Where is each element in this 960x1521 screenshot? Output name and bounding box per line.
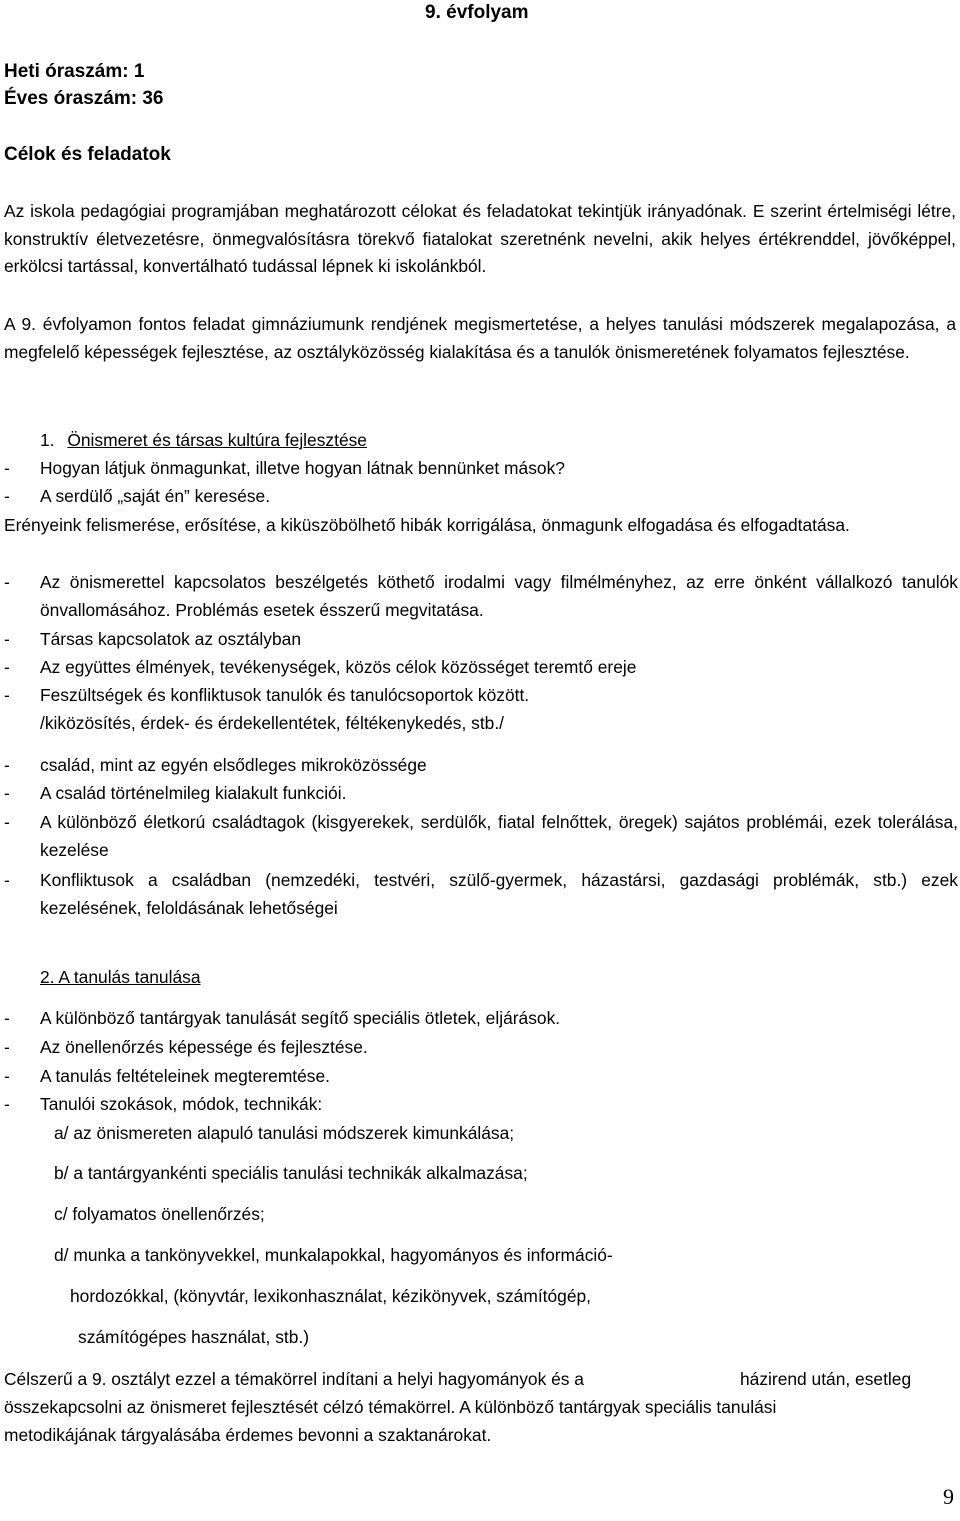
sub-item-c: c/ folyamatos önellenőrzés;	[54, 1204, 265, 1224]
list-item: A tanulás feltételeinek megteremtése.	[40, 1066, 331, 1086]
sub-item-d-line1: d/ munka a tankönyvekkel, munkalapokkal, hagyományos és információ-	[54, 1245, 613, 1265]
bullet-dash: -	[4, 572, 10, 592]
sub-item-a: a/ az önismereten alapuló tanulási módszerek kimunkálása;	[54, 1123, 515, 1143]
bullet-dash: -	[4, 458, 10, 478]
sub-item-d-line2: hordozókkal, (könyvtár, lexikonhasználat, kézikönyvek, számítógép,	[70, 1286, 592, 1306]
bullet-dash: -	[4, 812, 10, 832]
bullet-dash: -	[4, 657, 10, 677]
list-item: Az együttes élmények, tevékenységek, közös célok közösséget teremtő ereje	[40, 657, 637, 677]
closing-line-1a: Célszerű a 9. osztályt ezzel a témakörrel indítani a helyi hagyományok és a	[4, 1369, 584, 1389]
bullet-dash: -	[4, 755, 10, 775]
bullet-dash: -	[4, 870, 10, 890]
intro-paragraph-2: A 9. évfolyamon fontos feladat gimnáziumunk rendjének megismertetése, a helyes tanulási módszerek megalapozása, a megfelelő képességek fejlesztése, az osztályközösség kialakítása és a tanulók önismeretének folyamatos fejlesztése.	[4, 314, 956, 362]
list-item: Tanulói szokások, módok, technikák:	[40, 1094, 323, 1114]
bullet-dash: -	[4, 1008, 10, 1028]
list-item: Társas kapcsolatok az osztályban	[40, 629, 301, 649]
sub-item-b: b/ a tantárgyankénti speciális tanulási technikák alkalmazása;	[54, 1163, 528, 1183]
list-item: A serdülő „saját én” keresése.	[40, 486, 271, 506]
bullet-dash: -	[4, 486, 10, 506]
page-number: 9	[943, 1484, 954, 1509]
goals-heading: Célok és feladatok	[4, 144, 171, 165]
weekly-hours: Heti óraszám: 1	[4, 61, 145, 82]
bullet-dash: -	[4, 629, 10, 649]
section1-title: Önismeret és társas kultúra fejlesztése	[67, 430, 367, 450]
yearly-hours: Éves óraszám: 36	[4, 88, 164, 109]
list-item: Konfliktusok a családban (nemzedéki, testvéri, szülő-gyermek, házastársi, gazdasági problémák, stb.) ezek kezelésének, feloldásának lehetőségei	[40, 870, 958, 918]
list-item: A különböző tantárgyak tanulását segítő speciális ötletek, eljárások.	[40, 1008, 561, 1028]
list-item: Az önismerettel kapcsolatos beszélgetés köthető irodalmi vagy filmélményhez, az erre önként vállalkozó tanulók önvallomásához. Problémás esetek ésszerű megvitatása.	[40, 572, 958, 620]
list-item: Feszültségek és konfliktusok tanulók és tanulócsoportok között.	[40, 685, 530, 705]
closing-line-2: összekapcsolni az önismeret fejlesztését célzó témakörrel. A különböző tantárgyak speciális tanulási	[4, 1397, 777, 1417]
section1-number: 1.	[40, 430, 55, 450]
bullet-dash: -	[4, 1094, 10, 1114]
sub-item-d-line3: számítógépes használat, stb.)	[78, 1327, 310, 1347]
bullet-dash: -	[4, 685, 10, 705]
section1-heading	[40, 428, 367, 452]
bullet-dash: -	[4, 783, 10, 803]
conflicts-note: /kiközösítés, érdek- és érdekellentétek, féltékenykedés, stb./	[40, 713, 504, 733]
bullet-dash: -	[4, 1066, 10, 1086]
closing-line-3: metodikájának tárgyalásába érdemes bevonni a szaktanárokat.	[4, 1425, 492, 1445]
virtues-paragraph: Erényeink felismerése, erősítése, a kiküszöbölhető hibák korrigálása, önmagunk elfogadása és elfogadtatása.	[4, 515, 850, 535]
list-item: A különböző életkorú családtagok (kisgyerekek, serdülők, fiatal felnőttek, öregek) sajátos problémái, ezek tolerálása, kezelése	[40, 812, 958, 860]
list-item: Hogyan látjuk önmagunkat, illetve hogyan látnak bennünket mások?	[40, 458, 565, 478]
intro-paragraph-1: Az iskola pedagógiai programjában meghatározott célokat és feladatokat tekintjük irányadónak. E szerint értelmiségi létre, konstruktív életvezetésre, önmegvalósításra törekvő fiatalokat szeretnénk nevelni, akik helyes értékrenddel, jövőképpel, erkölcsi tartással, konvertálható tudással lépnek ki iskolánkból.	[4, 201, 956, 276]
section2-heading: 2. A tanulás tanulása	[40, 967, 201, 987]
closing-line-1b: házirend után, esetleg	[740, 1369, 912, 1389]
list-item: család, mint az egyén elsődleges mikroközössége	[40, 755, 427, 775]
bullet-dash: -	[4, 1037, 10, 1057]
list-item: Az önellenőrzés képessége és fejlesztése.	[40, 1037, 368, 1057]
grade-title: 9. évfolyam	[425, 2, 529, 23]
list-item: A család történelmileg kialakult funkciói.	[40, 783, 347, 803]
